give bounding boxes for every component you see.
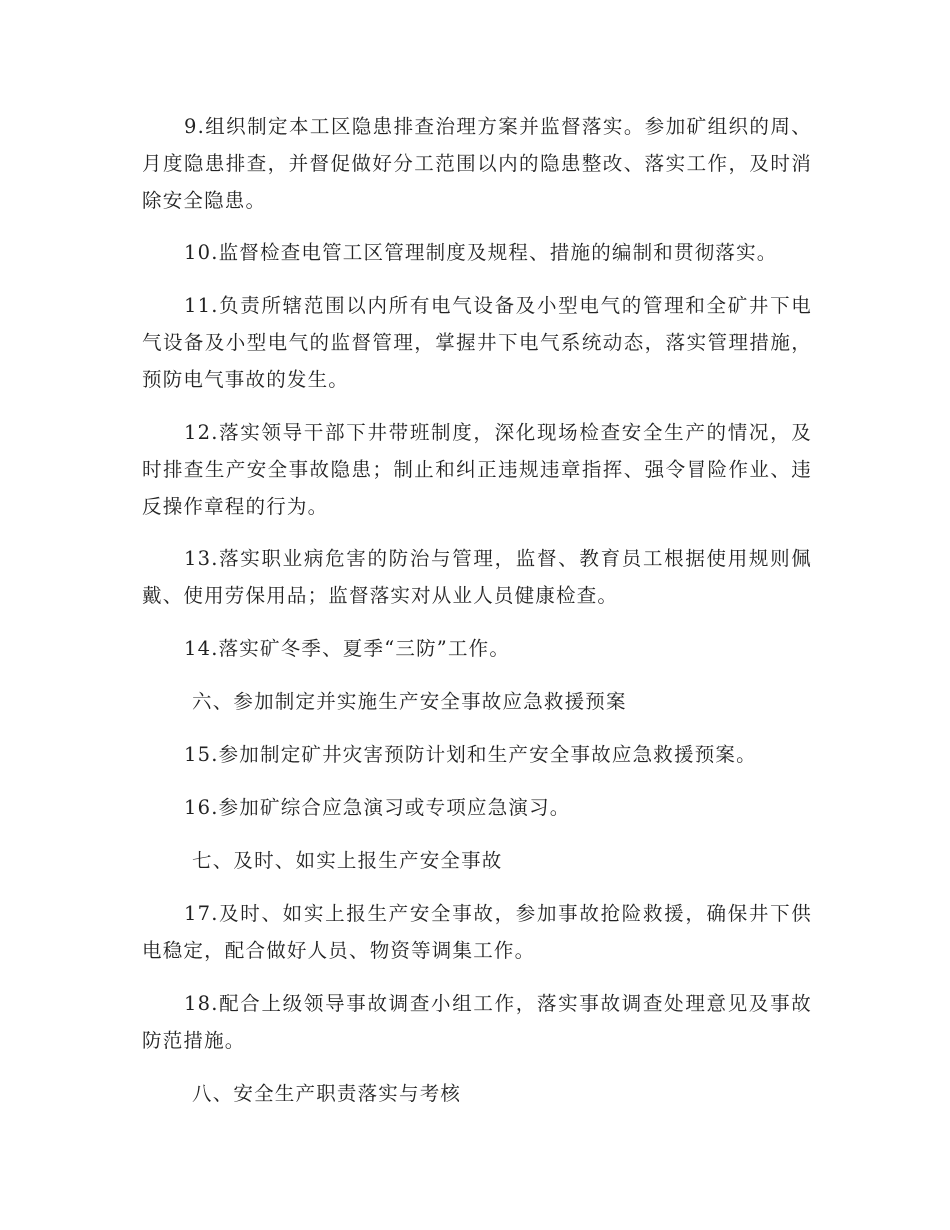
section-heading-8: 八、安全生产职责落实与考核: [192, 1082, 462, 1105]
paragraph-item-12: 12.落实领导干部下井带班制度，深化现场检查安全生产的情况，及时排查生产安全事故隐患；制止和纠正违规违章指挥、强令冒险作业、违反操作章程的行为。: [142, 421, 812, 518]
paragraph-item-14: 14.落实矿冬季、夏季“三防”工作。: [184, 637, 511, 660]
paragraph-item-9: 9.组织制定本工区隐患排查治理方案并监督落实。参加矿组织的周、月度隐患排查，并督促做好分工范围以内的隐患整改、落实工作，及时消除安全隐患。: [142, 115, 812, 212]
section-heading-7: 七、及时、如实上报生产安全事故: [192, 849, 503, 872]
paragraph-item-13: 13.落实职业病危害的防治与管理，监督、教育员工根据使用规则佩戴、使用劳保用品；监督落实对从业人员健康检查。: [142, 547, 812, 607]
paragraph-item-16: 16.参加矿综合应急演习或专项应急演习。: [184, 796, 571, 819]
paragraph-item-10: 10.监督检查电管工区管理制度及规程、措施的编制和贯彻落实。: [184, 241, 778, 264]
paragraph-item-11: 11.负责所辖范围以内所有电气设备及小型电气的管理和全矿井下电气设备及小型电气的监督管理，掌握井下电气系统动态，落实管理措施，预防电气事故的发生。: [142, 294, 812, 391]
paragraph-item-18: 18.配合上级领导事故调查小组工作，落实事故调查处理意见及事故防范措施。: [142, 992, 812, 1052]
section-heading-6: 六、参加制定并实施生产安全事故应急救援预案: [192, 690, 627, 713]
paragraph-item-17: 17.及时、如实上报生产安全事故，参加事故抢险救援，确保井下供电稳定，配合做好人员、物资等调集工作。: [142, 902, 812, 962]
paragraph-item-15: 15.参加制定矿井灾害预防计划和生产安全事故应急救援预案。: [184, 743, 757, 766]
